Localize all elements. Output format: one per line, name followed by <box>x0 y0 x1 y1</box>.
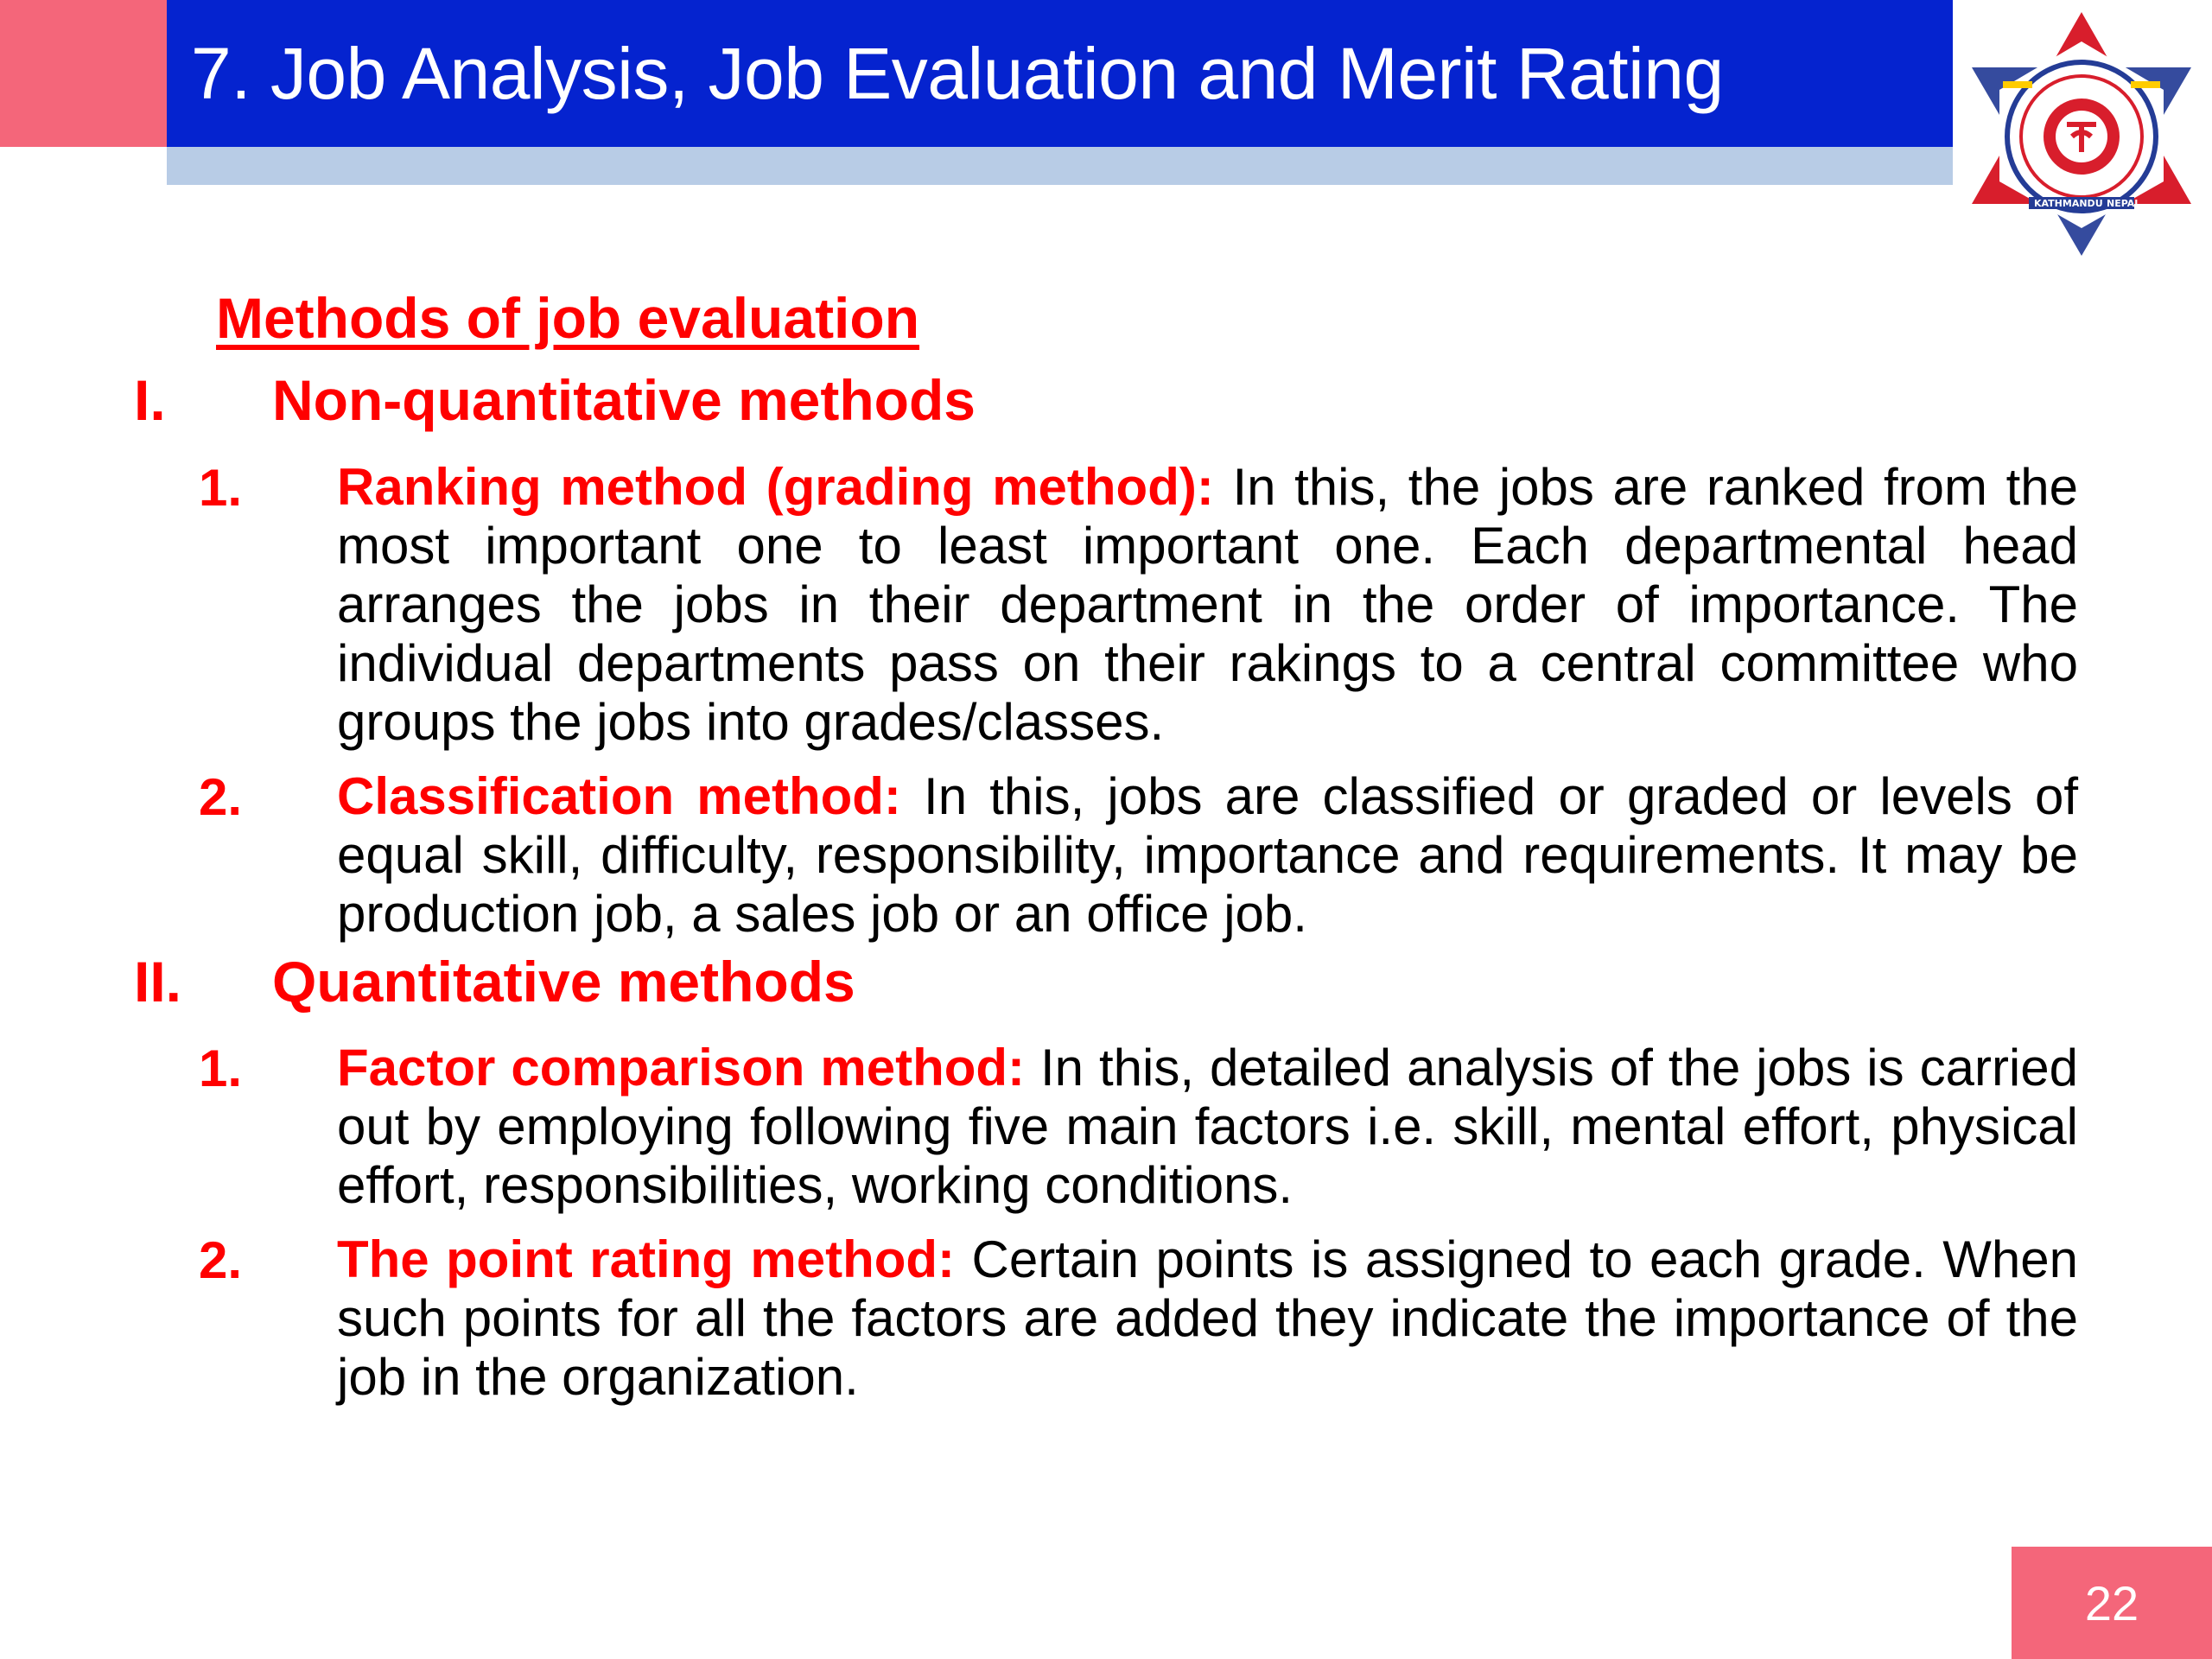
tribhuvan-university-seal-icon <box>1968 7 2195 257</box>
item-number: 1. <box>199 459 243 517</box>
item-number: 2. <box>199 768 243 826</box>
page-number: 22 <box>2012 1547 2212 1659</box>
item-text: In this, detailed analysis of the jobs is carried out by employing following five main factors i.e. skill, mental effort, physical effort, responsibilities, working conditions. <box>337 1039 2078 1214</box>
svg-text:KATHMANDU: KATHMANDU <box>2034 198 2103 209</box>
item-body <box>337 1039 2078 1215</box>
item-text: In this, jobs are classified or graded or levels of equal skill, difficulty, responsibility, importance and requirements. It may be production job, a sales job or an office job. <box>337 767 2079 943</box>
item-body <box>337 458 2078 752</box>
slide-title: 7. Job Analysis, Job Evaluation and Merit Rating <box>191 32 1724 114</box>
item-body <box>337 767 2078 944</box>
item-number: 2. <box>199 1231 243 1289</box>
group-title: Quantitative methods <box>272 950 855 1014</box>
item-text: Certain points is assigned to each grade. When such points for all the factors are added they indicate the importance of the job in the organization. <box>337 1230 2078 1406</box>
title-bar-shadow <box>167 147 1953 185</box>
item-text: In this, the jobs are ranked from the most important one to least important one. Each departmental head arranges the jobs in their department in the order of importance. The individual departments pass on their rakings to a central committee who groups the jobs into grades/classes. <box>337 458 2078 751</box>
item-number: 1. <box>199 1039 243 1097</box>
item-lead: Classification method: <box>337 767 901 825</box>
item-lead: The point rating method: <box>337 1230 956 1288</box>
item-lead: Ranking method (grading method): <box>337 458 1214 516</box>
section-heading: Methods of job evaluation <box>216 286 920 350</box>
group-numeral: II. <box>134 950 182 1014</box>
header-accent-block <box>0 0 167 147</box>
item-lead: Factor comparison method: <box>337 1039 1026 1096</box>
item-body <box>337 1230 2078 1407</box>
title-bar <box>167 0 1953 147</box>
svg-text:NEPAL: NEPAL <box>2107 198 2141 209</box>
group-title: Non-quantitative methods <box>272 368 976 432</box>
group-numeral: I. <box>134 368 166 432</box>
